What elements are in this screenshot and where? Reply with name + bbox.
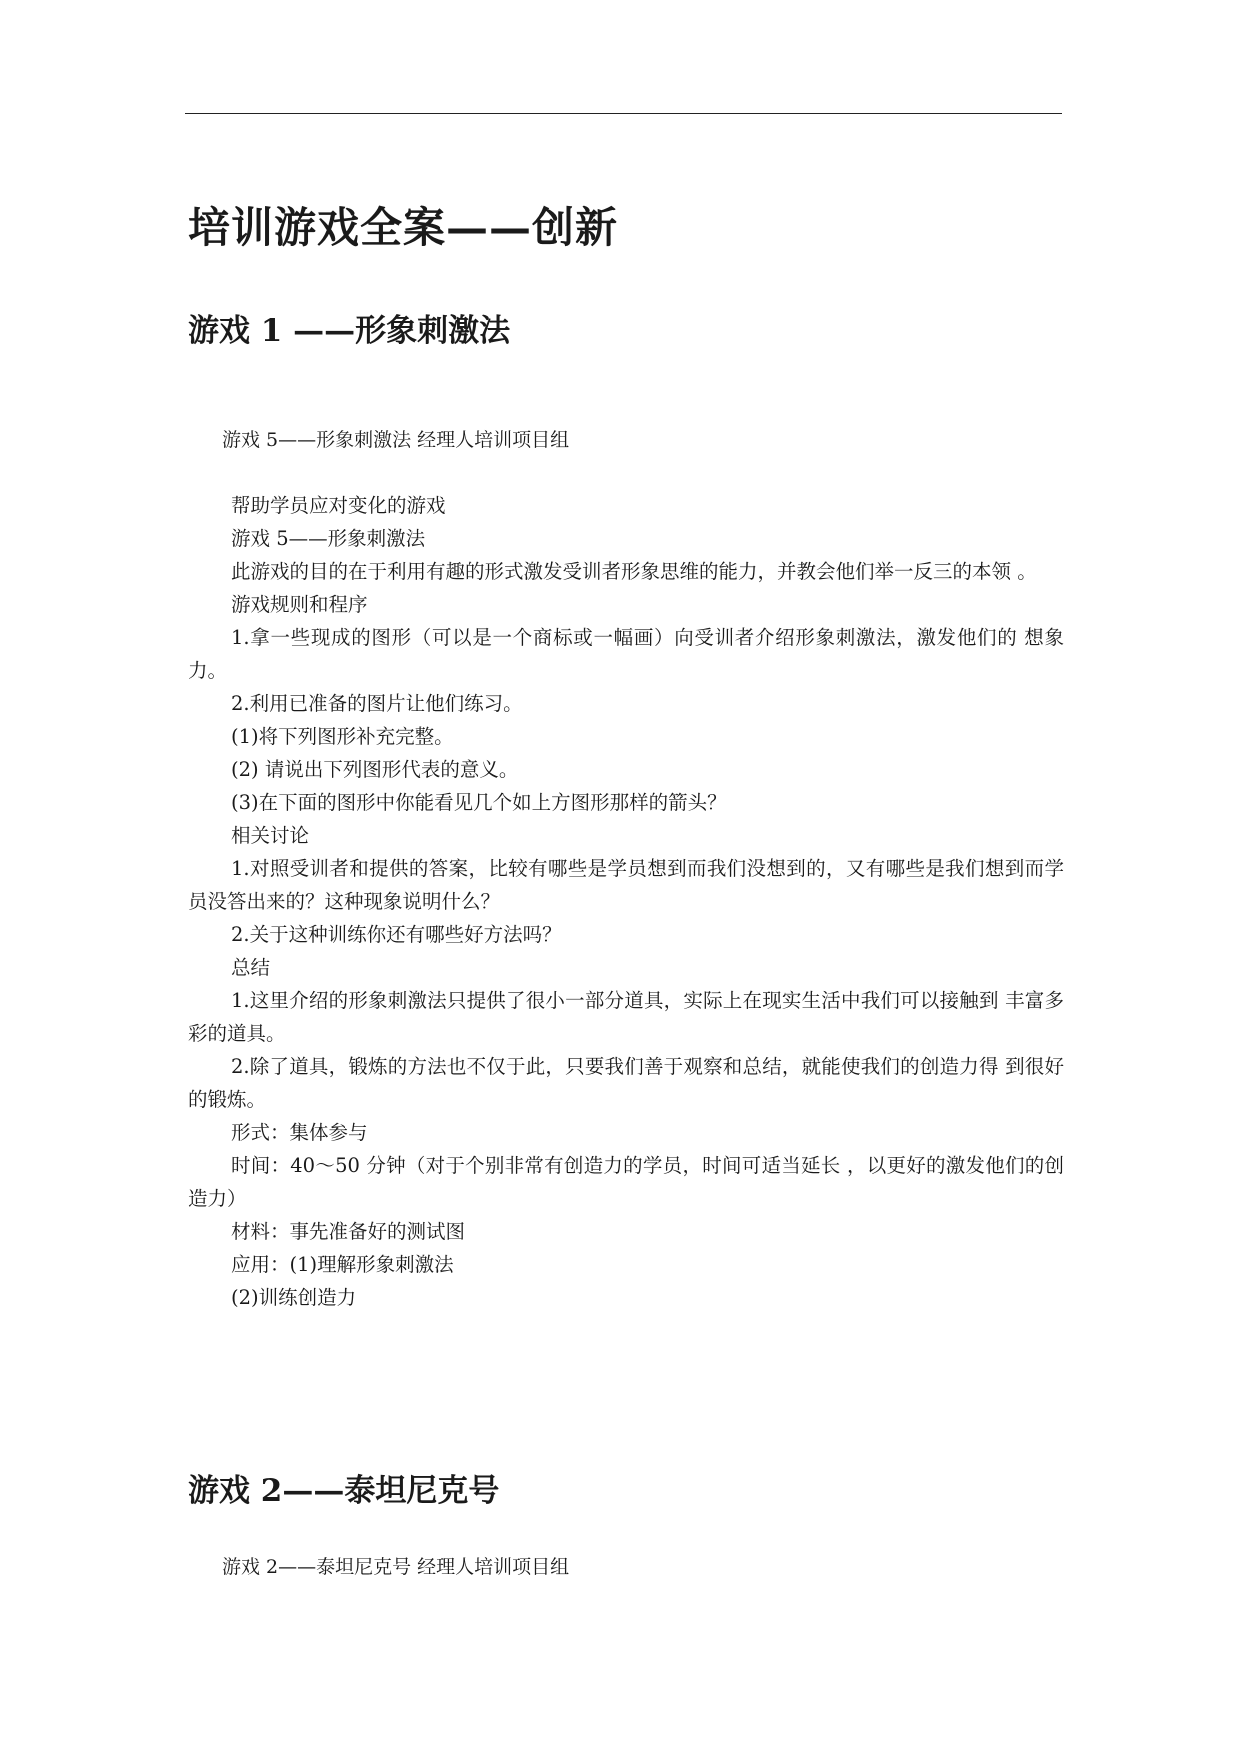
section-byline-game-1: 游戏 5——形象刺激法 经理人培训项目组 [222, 429, 570, 451]
paragraph: 游戏规则和程序 [231, 593, 368, 616]
paragraph: 应用：(1)理解形象刺激法 [231, 1253, 454, 1276]
paragraph: 1.拿一些现成的图形（可以是一个商标或一幅画）向受训者介绍形象刺激法，激发他们的 想象力。 [188, 626, 1064, 682]
header-rule [185, 113, 1062, 114]
paragraph: (2)训练创造力 [231, 1286, 357, 1309]
paragraph: 时间：40～50 分钟（对于个别非常有创造力的学员，时间可适当延长 ，以更好的激发他们的创造力） [188, 1154, 1064, 1210]
paragraph: 总结 [231, 956, 271, 979]
paragraph: 帮助学员应对变化的游戏 [231, 494, 446, 517]
paragraph: 2.除了道具，锻炼的方法也不仅于此，只要我们善于观察和总结，就能使我们的创造力得 到很好的锻炼。 [188, 1055, 1064, 1111]
paragraph: (3)在下面的图形中你能看见几个如上方图形那样的箭头？ [231, 791, 727, 814]
paragraph: 形式：集体参与 [231, 1121, 368, 1144]
paragraph: 2.利用已准备的图片让他们练习。 [231, 692, 523, 715]
paragraph: 1.对照受训者和提供的答案，比较有哪些是学员想到而我们没想到的，又有哪些是我们想到而学员没答出来的？这种现象说明什么？ [188, 857, 1064, 913]
paragraph: 此游戏的目的在于利用有趣的形式激发受训者形象思维的能力，并教会他们举一反三的本领 。 [231, 560, 1037, 583]
paragraph: 1.这里介绍的形象刺激法只提供了很小一部分道具，实际上在现实生活中我们可以接触到 丰富多彩的道具。 [188, 989, 1064, 1045]
paragraph: (2) 请说出下列图形代表的意义。 [231, 758, 519, 781]
paragraph: (1)将下列图形补充完整。 [231, 725, 454, 748]
paragraph: 2.关于这种训练你还有哪些好方法吗？ [231, 923, 562, 946]
paragraph: 材料：事先准备好的测试图 [231, 1220, 466, 1243]
paragraph: 游戏 5——形象刺激法 [231, 527, 426, 550]
section-heading-game-1: 游戏 1 ——形象刺激法 [188, 313, 511, 349]
section-byline-game-2: 游戏 2——泰坦尼克号 经理人培训项目组 [222, 1556, 570, 1578]
document-title: 培训游戏全案——创新 [188, 203, 619, 252]
section-heading-game-2: 游戏 2——泰坦尼克号 [188, 1473, 500, 1509]
section-body-game-1 [188, 489, 1064, 1314]
paragraph: 相关讨论 [231, 824, 310, 847]
